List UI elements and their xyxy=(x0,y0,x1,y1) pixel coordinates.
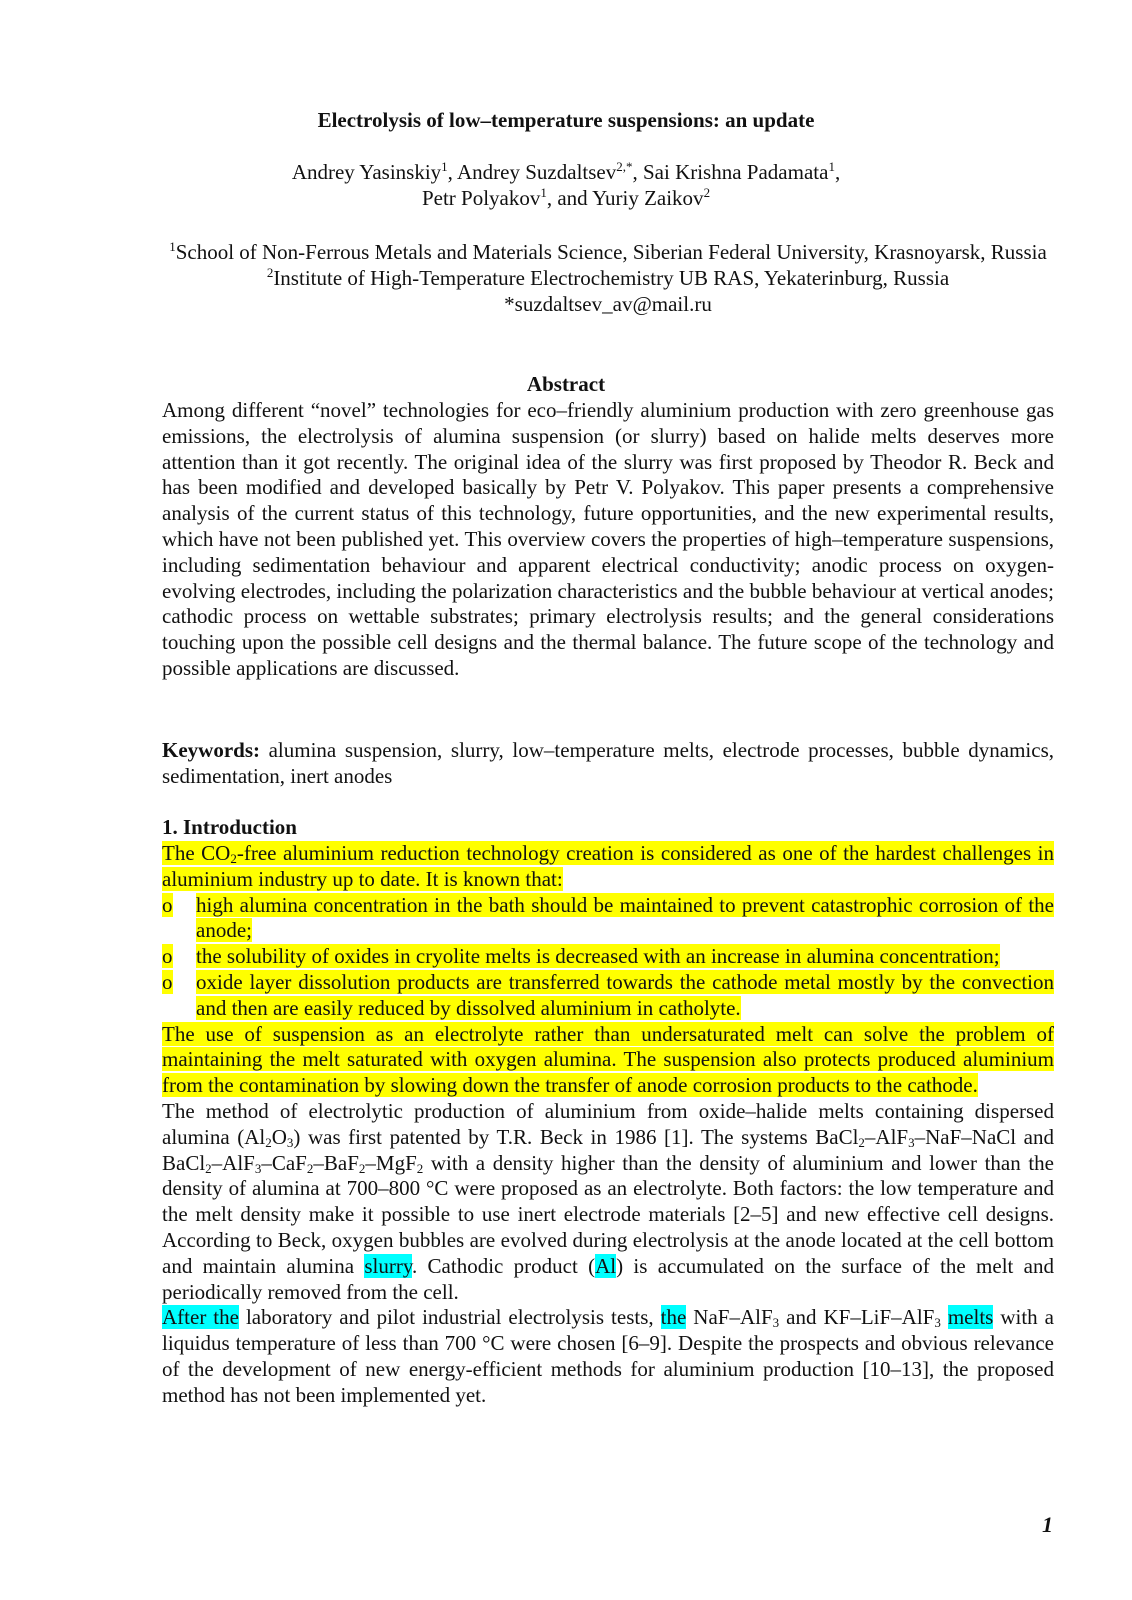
author-affiliation-mark: 1 xyxy=(441,159,448,174)
author-name: Yuriy Zaikov xyxy=(592,185,704,210)
subscript: 3 xyxy=(254,1160,262,1176)
author-list xyxy=(0,160,1132,212)
keywords-text: alumina suspension, slurry, low–temperature melts, electrode processes, bubble dynamics, sedimentation, inert anodes xyxy=(162,738,1054,788)
author-affiliation-mark xyxy=(616,159,632,174)
highlighted-word: Al xyxy=(595,1253,617,1278)
text-run: NaF–AlF xyxy=(686,1305,773,1330)
intro-paragraph-4 xyxy=(162,1305,1054,1408)
subscript: 2 xyxy=(230,851,237,866)
author-affiliation-mark: 1 xyxy=(540,184,547,200)
highlighted-text: The use of suspension as an electrolyte rather than undersaturated melt can solve the problem of maintaining the melt saturated with oxygen alumina. The suspension also protects produced aluminium from the contamination by slowing down the transfer of anode corrosion products to the cathode. xyxy=(162,1021,1054,1098)
affiliation-1 xyxy=(162,240,1054,266)
intro-paragraph-1 xyxy=(162,841,1054,893)
bullet-marker: o xyxy=(162,969,173,994)
text-run: O xyxy=(271,1124,287,1149)
bullet-item xyxy=(162,970,1054,1022)
text-run: –AlF xyxy=(211,1150,255,1175)
affiliation-2 xyxy=(162,266,1054,292)
subscript: 2 xyxy=(416,1160,424,1176)
affiliation-number: 1 xyxy=(169,239,176,254)
text-run: The method of electrolytic production of aluminium from oxide–halide melts containing dispersed alumina (Al xyxy=(162,1098,1054,1149)
bullet-item xyxy=(162,893,1054,945)
page-number: 1 xyxy=(1042,1512,1053,1537)
author-affiliation-mark: 1 xyxy=(828,159,835,174)
highlighted-word: After the xyxy=(162,1305,239,1330)
subscript: 2 xyxy=(205,1160,212,1176)
affiliations xyxy=(162,240,1054,317)
affiliation-text: Institute of High-Temperature Electrochemistry UB RAS, Yekaterinburg, Russia xyxy=(273,265,950,290)
text-run: with a liquidus temperature of less than 700 °C were chosen [6–9]. Despite the prospects and obvious relevance of the development of new energy-efficient methods for aluminium production [10–13], the proposed method has not been implemented yet. xyxy=(162,1305,1054,1407)
bullet-text: the solubility of oxides in cryolite melts is decreased with an increase in alumina concentration; xyxy=(196,944,1000,969)
section-heading-introduction: 1. Introduction xyxy=(162,815,297,839)
text-run: with a density higher than the density of aluminium and lower than the density of alumina at 700–800 °C were proposed as an electrolyte. Both factors: the low temperature and the melt density make it possible to use inert electrode materials [2–5] and new effective cell designs. According to Beck, oxygen bubbles are evolved during electrolysis at the anode located at the cell bottom and maintain alumina xyxy=(162,1150,1054,1278)
subscript: 2 xyxy=(265,1134,272,1150)
highlighted-word: slurry xyxy=(364,1253,412,1278)
affiliation-text: School of Non-Ferrous Metals and Materials Science, Siberian Federal University, Krasnoyarsk, Russia xyxy=(175,240,1047,264)
subscript: 2 xyxy=(858,1134,865,1150)
text-run: –CaF xyxy=(261,1150,307,1175)
subscript: 2 xyxy=(306,1160,314,1176)
affiliation-number: 2, xyxy=(616,159,626,174)
bullet-marker: o xyxy=(162,892,173,917)
subscript: 3 xyxy=(772,1315,780,1331)
text-run: –MgF xyxy=(365,1150,417,1175)
subscript: 3 xyxy=(286,1134,294,1150)
abstract-heading: Abstract xyxy=(526,372,606,396)
author-separator: , xyxy=(632,160,643,184)
text-run: The CO xyxy=(162,841,231,865)
text-run: laboratory and pilot industrial electrolysis tests, xyxy=(238,1305,661,1330)
keywords xyxy=(162,738,1054,790)
author-separator: , and xyxy=(546,185,593,210)
abstract-text: Among different “novel” technologies for eco–friendly aluminium production with zero greenhouse gas emissions, the electrolysis of alumina suspension (or slurry) based on halide melts deserves more attention than it got recently. The original idea of the slurry was first proposed by Theodor R. Beck and has been modified and developed basically by Petr V. Polyakov. This paper presents a comprehensive analysis of the current status of this technology, future opportunities, and the new experimental results, which have not been published yet. This overview covers the properties of high–temperature suspensions, including sedimentation behaviour and apparent electrical conductivity; anodic process on oxygen-evolving electrodes, including the polarization characteristics and the bubble behaviour at vertical anodes; cathodic process on wettable substrates; primary electrolysis results; and the general considerations touching upon the possible cell designs and the thermal balance. The future scope of the technology and possible applications are discussed. xyxy=(162,398,1054,680)
text-run: -free aluminium reduction technology creation is considered as one of the hardest challenges in aluminium industry up to date. It is known that: xyxy=(162,841,1054,891)
author-name: Andrey Yasinskiy xyxy=(291,160,442,184)
author-name: Petr Polyakov xyxy=(421,185,541,210)
keywords-label: Keywords: xyxy=(162,738,260,762)
text-run: –BaF xyxy=(313,1150,359,1175)
author-affiliation-mark: 2 xyxy=(703,184,711,200)
bullet-marker: o xyxy=(162,944,173,969)
introduction-body xyxy=(162,841,1054,1409)
paper-title: Electrolysis of low–temperature suspensions: an update xyxy=(317,108,815,132)
text-run: –AlF xyxy=(864,1124,909,1149)
text-run xyxy=(941,1305,948,1329)
intro-paragraph-3 xyxy=(162,1099,1054,1305)
affiliation-number: 2 xyxy=(266,264,274,280)
bullet-text: high alumina concentration in the bath should be maintained to prevent catastrophic corrosion of the anode; xyxy=(196,892,1054,943)
intro-paragraph-2 xyxy=(162,1022,1054,1099)
text-run: ) is accumulated on the surface of the melt and periodically removed from the cell. xyxy=(162,1253,1054,1304)
author-name: Sai Krishna Padamata xyxy=(642,160,829,184)
author-separator: , xyxy=(447,160,458,184)
subscript: 2 xyxy=(358,1160,366,1176)
text-run: –NaF–NaCl and BaCl xyxy=(162,1124,1054,1175)
subscript: 3 xyxy=(934,1315,941,1331)
corresponding-email: *suzdaltsev_av@mail.ru xyxy=(504,291,712,316)
bullet-item xyxy=(162,944,1054,970)
corresponding-mark: * xyxy=(625,159,633,174)
author-separator: , xyxy=(834,160,841,184)
highlighted-word: melts xyxy=(947,1305,994,1330)
text-run: and KF–LiF–AlF xyxy=(779,1305,935,1330)
text-run: ) was first patented by T.R. Beck in 1986 [1]. The systems BaCl xyxy=(293,1124,859,1149)
author-name: Andrey Suzdaltsev xyxy=(457,160,617,184)
highlighted-word: the xyxy=(660,1305,687,1330)
bullet-text: oxide layer dissolution products are transferred towards the cathode metal mostly by the convection and then are easily reduced by dissolved aluminium in catholyte. xyxy=(196,969,1054,1020)
text-run: . Cathodic product ( xyxy=(412,1253,596,1278)
subscript: 3 xyxy=(908,1134,915,1150)
